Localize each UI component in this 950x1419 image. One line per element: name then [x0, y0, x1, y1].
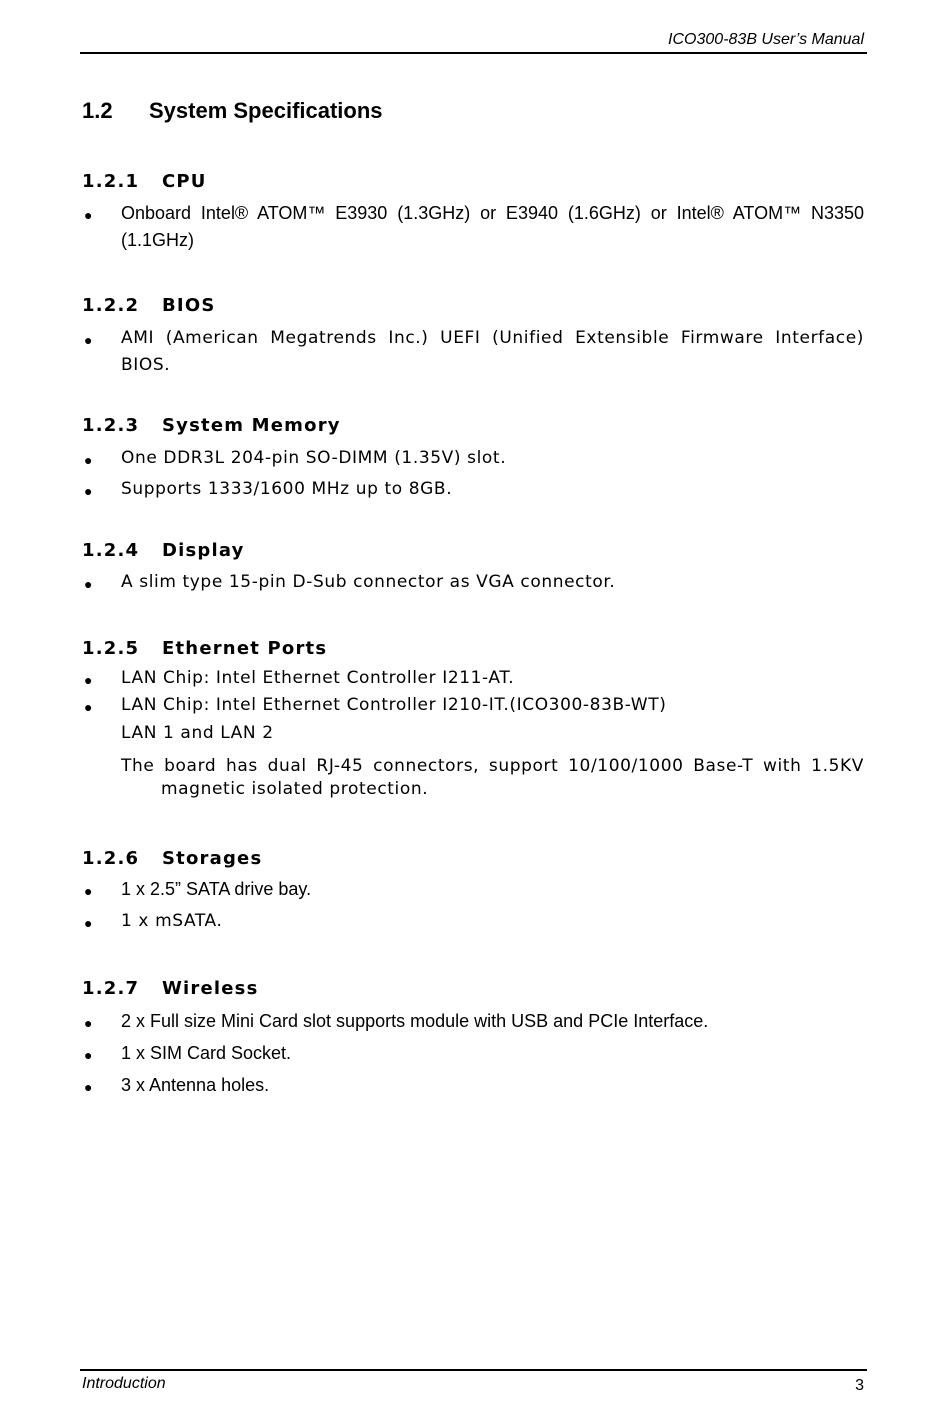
bullet-icon: ●: [84, 332, 93, 348]
bullet-icon: ●: [84, 1079, 93, 1095]
bullet-icon: ●: [84, 483, 93, 499]
bullet-icon: ●: [84, 576, 93, 592]
ethernet-description: [121, 755, 864, 801]
list-item-text: Onboard Intel® ATOM™ E3930 (1.3GHz) or E3940 (1.6GHz) or Intel® ATOM™ N3350: [121, 203, 864, 223]
bullet-icon: ●: [84, 452, 93, 468]
bullet-icon: ●: [84, 1015, 93, 1031]
bullet-icon: ●: [84, 915, 93, 931]
page-number: 3: [855, 1377, 864, 1394]
list-item-text: AMI (American Megatrends Inc.) UEFI (Unified Extensible Firmware Interface): [121, 328, 864, 348]
list-item-text-continued: BIOS.: [121, 355, 171, 375]
subsection-heading-display: [82, 540, 245, 561]
bullet-icon: ●: [84, 672, 93, 688]
subsection-title: CPU: [162, 171, 207, 192]
list-item-text-continued: (1.1GHz): [121, 230, 195, 250]
lan-label: LAN 1 and LAN 2: [121, 723, 274, 743]
list-item: LAN Chip: Intel Ethernet Controller I211-AT.: [121, 668, 515, 688]
bullet-icon: ●: [84, 1047, 93, 1063]
description-line: The board has dual RJ-45 connectors, support 10/100/1000 Base-T with 1.5KV: [121, 756, 864, 776]
list-item: LAN Chip: Intel Ethernet Controller I210-IT.(ICO300-83B-WT): [121, 695, 667, 715]
subsection-number: 1.2.1: [82, 171, 140, 192]
subsection-number: 1.2.6: [82, 848, 140, 869]
list-item: 2 x Full size Mini Card slot supports module with USB and PCIe Interface.: [121, 1011, 709, 1031]
bullet-icon: ●: [84, 699, 93, 715]
subsection-title: Storages: [162, 848, 263, 869]
subsection-number: 1.2.5: [82, 638, 140, 659]
subsection-title: Wireless: [162, 978, 259, 999]
chapter-name: Introduction: [82, 1375, 166, 1392]
subsection-number: 1.2.2: [82, 295, 140, 316]
subsection-number: 1.2.4: [82, 540, 140, 561]
list-item: 3 x Antenna holes.: [121, 1075, 270, 1095]
subsection-title: BIOS: [162, 295, 216, 316]
subsection-title: Ethernet Ports: [162, 638, 328, 659]
list-item: 1 x SIM Card Socket.: [121, 1043, 292, 1063]
manual-title: ICO300-83B User’s Manual: [668, 31, 864, 48]
list-item: 1 x mSATA.: [121, 911, 223, 931]
subsection-heading-storages: [82, 848, 262, 869]
subsection-number: 1.2.3: [82, 415, 140, 436]
section-heading: [82, 98, 383, 124]
bullet-icon: ●: [84, 207, 93, 223]
list-item: [121, 325, 864, 379]
subsection-title: System Memory: [162, 415, 341, 436]
subsection-heading-bios: [82, 295, 215, 316]
list-item: One DDR3L 204-pin SO-DIMM (1.35V) slot.: [121, 448, 507, 468]
subsection-title: Display: [162, 540, 245, 561]
header-divider: [80, 52, 867, 54]
bullet-icon: ●: [84, 883, 93, 899]
list-item: [121, 200, 864, 254]
footer-divider: [80, 1369, 867, 1371]
subsection-number: 1.2.7: [82, 978, 140, 999]
subsection-heading-wireless: [82, 978, 259, 999]
subsection-heading-cpu: [82, 171, 207, 192]
list-item: Supports 1333/1600 MHz up to 8GB.: [121, 479, 453, 499]
description-line-continued: magnetic isolated protection.: [161, 779, 429, 799]
list-item: 1 x 2.5” SATA drive bay.: [121, 879, 312, 899]
section-title: System Specifications: [149, 98, 383, 123]
subsection-heading-system-memory: [82, 415, 341, 436]
section-number: 1.2: [82, 98, 113, 123]
list-item: A slim type 15-pin D-Sub connector as VGA connector.: [121, 572, 616, 592]
subsection-heading-ethernet-ports: [82, 638, 327, 659]
